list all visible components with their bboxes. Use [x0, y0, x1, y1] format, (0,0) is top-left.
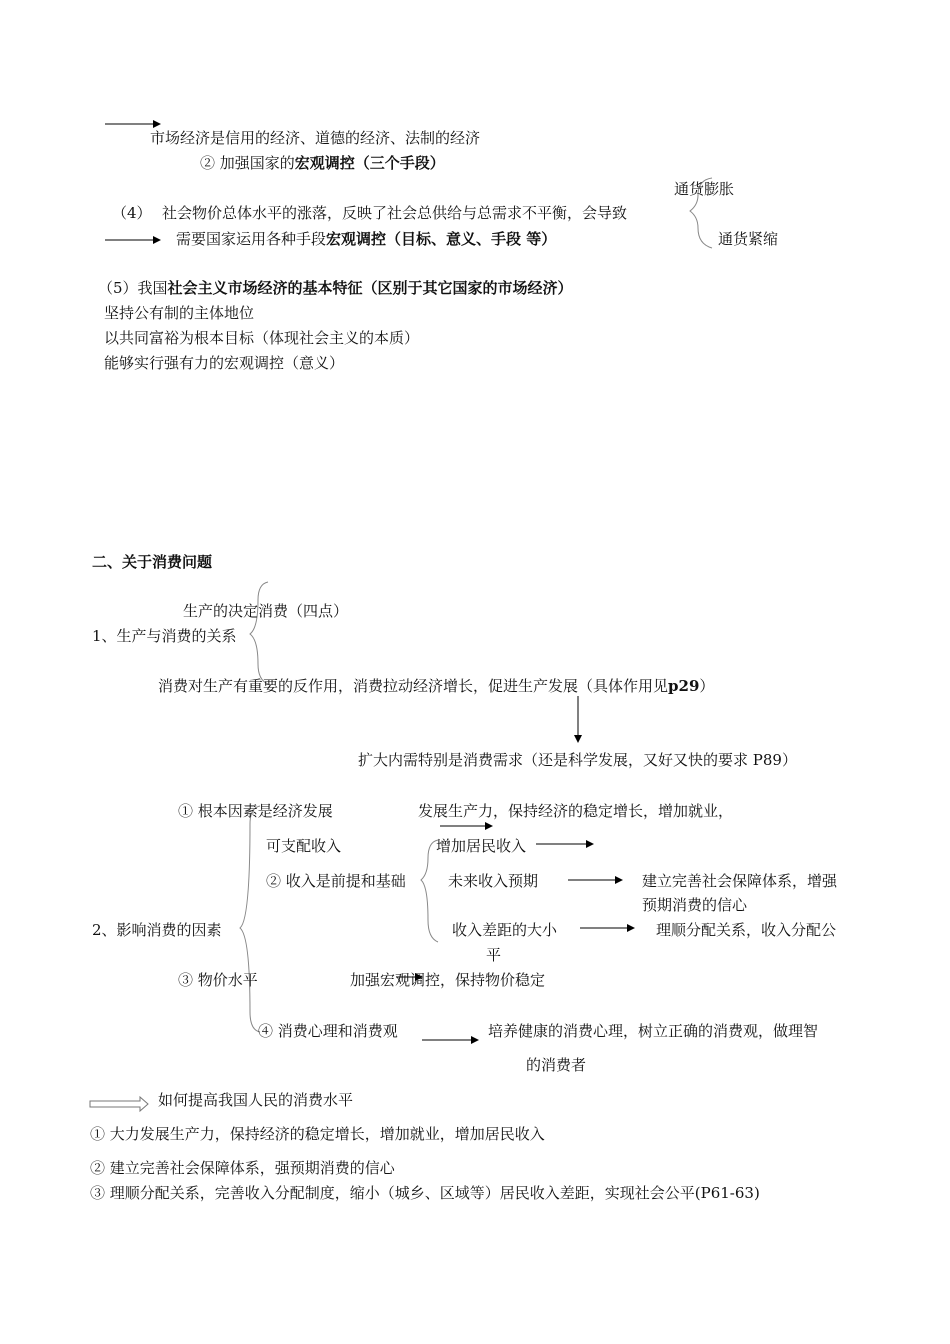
- factor-4: ④ 消费心理和消费观: [258, 1022, 398, 1040]
- macro-bold: 宏观调控（三个手段）: [294, 154, 445, 172]
- reaction-text: 消费对生产有重要的反作用，消费拉动经济增长，促进生产发展（具体作用见: [158, 677, 669, 695]
- brace-relation: [250, 582, 268, 684]
- reaction-bold: p29: [668, 677, 700, 695]
- factor-1-result: 发展生产力，保持经济的稳定增长，增加就业，: [418, 802, 734, 820]
- need-prefix: 需要国家运用各种手段: [176, 230, 327, 248]
- market-economy-line: 市场经济是信用的经济、道德的经济、法制的经济: [150, 129, 481, 147]
- feature-1: 坚持公有制的主体地位: [104, 304, 255, 322]
- social-security-2: 预期消费的信心: [642, 896, 748, 914]
- factor-3: ③ 物价水平: [178, 971, 258, 989]
- macro-control-line: [200, 153, 445, 173]
- factor-3-result: 加强宏观调控，保持物价稳定: [350, 971, 546, 989]
- production-decides: 生产的决定消费（四点）: [183, 602, 349, 620]
- item4-number: （4）: [112, 204, 152, 222]
- factor-1: ① 根本因素是经济发展: [178, 802, 333, 820]
- income-gap-2: 平: [486, 946, 502, 964]
- item5-prefix: （5）我国: [98, 279, 168, 297]
- inflation-label: 通货膨胀: [674, 180, 735, 198]
- how-3: ③ 理顺分配关系，完善收入分配制度，缩小（城乡、区域等）居民收入差距，实现社会公平(P61-63): [90, 1184, 760, 1202]
- expand-demand: 扩大内需特别是消费需求（还是科学发展，又好又快的要求 P89）: [358, 751, 797, 769]
- distribution: 理顺分配关系，收入分配公: [656, 921, 837, 939]
- how-2: ② 建立完善社会保障体系，强预期消费的信心: [90, 1159, 395, 1177]
- item5-title: [98, 278, 573, 298]
- social-security-1: 建立完善社会保障体系，增强: [642, 872, 838, 890]
- how-1: ① 大力发展生产力，保持经济的稳定增长，增加就业，增加居民收入: [90, 1125, 545, 1143]
- factor-4-result-1: 培养健康的消费心理，树立正确的消费观，做理智: [488, 1022, 819, 1040]
- increase-income: 增加居民收入: [436, 837, 527, 855]
- macro-prefix: ② 加强国家的: [200, 154, 295, 172]
- disposable-income: 可支配收入: [266, 837, 342, 855]
- reaction-line: [158, 676, 714, 696]
- feature-2: 以共同富裕为根本目标（体现社会主义的本质）: [104, 329, 420, 347]
- hollow-arrow: [90, 1097, 148, 1111]
- relation-title: 1、生产与消费的关系: [92, 627, 237, 645]
- factor-2: ② 收入是前提和基础: [266, 872, 406, 890]
- deflation-label: 通货紧缩: [718, 230, 779, 248]
- how-title: 如何提高我国人民的消费水平: [158, 1091, 354, 1109]
- brace-factors: [240, 806, 260, 1032]
- factors-title: 2、影响消费的因素: [92, 921, 222, 939]
- feature-3: 能够实行强有力的宏观调控（意义）: [104, 354, 345, 372]
- reaction-end: ）: [699, 677, 715, 695]
- need-bold: 宏观调控（目标、意义、手段 等）: [326, 230, 557, 248]
- item5-bold: 社会主义市场经济的基本特征（区别于其它国家的市场经济）: [167, 279, 573, 297]
- need-macro-line: [176, 229, 556, 249]
- item4-text: 社会物价总体水平的涨落，反映了社会总供给与总需求不平衡，会导致: [162, 204, 628, 222]
- future-income: 未来收入预期: [448, 872, 539, 890]
- income-gap-1: 收入差距的大小: [452, 921, 558, 939]
- section-heading: 二、关于消费问题: [92, 553, 213, 571]
- factor-4-result-2: 的消费者: [526, 1056, 587, 1074]
